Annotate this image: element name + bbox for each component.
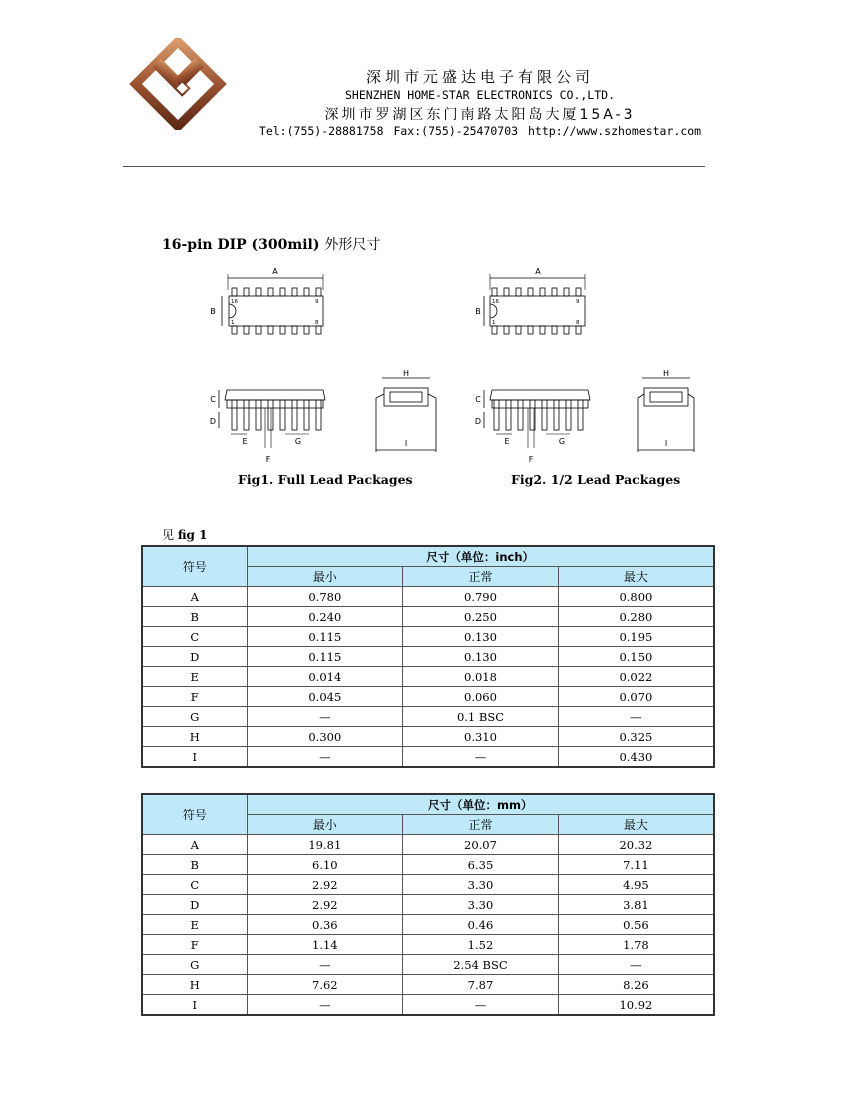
cell-symbol: D	[142, 895, 247, 915]
cell-symbol: D	[142, 647, 247, 667]
cell-max: —	[558, 955, 714, 975]
cell-symbol: C	[142, 627, 247, 647]
cell-nom: 0.46	[403, 915, 559, 935]
dim-label-d: D	[474, 417, 482, 426]
cell-symbol: G	[142, 707, 247, 727]
cell-max: 7.11	[558, 855, 714, 875]
table-row	[142, 835, 714, 855]
column-header-min: 最小	[247, 815, 403, 835]
dim-label-c: C	[475, 395, 481, 404]
company-address: 深圳市罗湖区东门南路太阳岛大厦15A-3	[324, 107, 636, 123]
cell-max: 0.195	[558, 627, 714, 647]
cell-symbol: I	[142, 995, 247, 1016]
dim-label-f: F	[265, 455, 271, 464]
dim-label-d: D	[209, 417, 217, 426]
dim-label-g: G	[558, 437, 566, 446]
cell-max: 8.26	[558, 975, 714, 995]
fig1-end-view-drawing	[370, 366, 445, 458]
fig1-top-view-drawing	[205, 262, 335, 342]
pin-label-9: 9	[315, 299, 319, 305]
cell-max: 0.430	[558, 747, 714, 768]
table-row	[142, 935, 714, 955]
column-header-nom: 正常	[403, 815, 559, 835]
cell-min: 19.81	[247, 835, 403, 855]
cell-nom: 0.130	[403, 647, 559, 667]
symbol-header: 符号	[142, 546, 247, 587]
pin-label-9: 9	[576, 299, 580, 305]
cell-nom: 0.1 BSC	[403, 707, 559, 727]
cell-nom: 2.54 BSC	[403, 955, 559, 975]
cell-max: 0.022	[558, 667, 714, 687]
cell-nom: 7.87	[403, 975, 559, 995]
table-row	[142, 895, 714, 915]
table-row	[142, 707, 714, 727]
table-row	[142, 975, 714, 995]
cell-symbol: I	[142, 747, 247, 768]
table-row	[142, 667, 714, 687]
cell-max: 0.800	[558, 587, 714, 607]
cell-max: 1.78	[558, 935, 714, 955]
table-row	[142, 687, 714, 707]
dim-label-a: A	[535, 267, 541, 276]
dim-label-b: B	[210, 307, 216, 316]
table-row	[142, 995, 714, 1016]
cell-nom: 1.52	[403, 935, 559, 955]
cell-min: 6.10	[247, 855, 403, 875]
company-logo-icon	[128, 38, 228, 130]
cell-max: 0.150	[558, 647, 714, 667]
cell-symbol: F	[142, 687, 247, 707]
pin-label-8: 8	[576, 320, 580, 326]
cell-max: 4.95	[558, 875, 714, 895]
cell-min: —	[247, 707, 403, 727]
table-row	[142, 747, 714, 768]
table-row	[142, 875, 714, 895]
column-header-max: 最大	[558, 567, 714, 587]
fig1-caption: Fig1. Full Lead Packages	[238, 472, 413, 487]
fig1-side-view-drawing	[205, 382, 335, 468]
cell-min: 0.115	[247, 647, 403, 667]
figure-reference-prefix: 见	[162, 528, 178, 542]
cell-symbol: F	[142, 935, 247, 955]
company-contact: Tel:(755)-28881758 Fax:(755)-25470703 http://www.szhomestar.com	[258, 124, 702, 138]
cell-min: 1.14	[247, 935, 403, 955]
cell-symbol: H	[142, 727, 247, 747]
cell-min: 0.014	[247, 667, 403, 687]
cell-nom: —	[403, 995, 559, 1016]
cell-symbol: G	[142, 955, 247, 975]
cell-max: 20.32	[558, 835, 714, 855]
dimension-table-inch	[141, 545, 715, 768]
dim-label-i: I	[664, 439, 668, 448]
dim-label-e: E	[504, 437, 510, 446]
cell-symbol: E	[142, 667, 247, 687]
pin-label-8: 8	[315, 320, 319, 326]
cell-max: 0.070	[558, 687, 714, 707]
dim-label-b: B	[475, 307, 481, 316]
pin-label-1: 1	[492, 320, 496, 326]
cell-nom: 0.790	[403, 587, 559, 607]
column-header-max: 最大	[558, 815, 714, 835]
table-row	[142, 727, 714, 747]
fig2-caption: Fig2. 1/2 Lead Packages	[511, 472, 681, 487]
dimension-table-mm	[141, 793, 715, 1016]
unit-group-header: 尺寸（单位：inch）	[247, 546, 714, 567]
cell-min: 2.92	[247, 875, 403, 895]
pin-label-16: 16	[492, 299, 499, 305]
table-row	[142, 587, 714, 607]
cell-nom: 0.130	[403, 627, 559, 647]
cell-min: 0.300	[247, 727, 403, 747]
cell-symbol: E	[142, 915, 247, 935]
table-row	[142, 647, 714, 667]
cell-max: 10.92	[558, 995, 714, 1016]
cell-symbol: H	[142, 975, 247, 995]
table-row	[142, 955, 714, 975]
cell-nom: 20.07	[403, 835, 559, 855]
cell-nom: 0.310	[403, 727, 559, 747]
cell-max: 0.56	[558, 915, 714, 935]
dim-label-i: I	[404, 439, 408, 448]
cell-max: 0.280	[558, 607, 714, 627]
table-row	[142, 855, 714, 875]
cell-min: —	[247, 747, 403, 768]
cell-nom: 3.30	[403, 895, 559, 915]
figure-reference-link: fig 1	[177, 528, 208, 542]
symbol-header: 符号	[142, 794, 247, 835]
dim-label-f: F	[528, 455, 534, 464]
cell-min: 7.62	[247, 975, 403, 995]
cell-min: 0.780	[247, 587, 403, 607]
column-header-nom: 正常	[403, 567, 559, 587]
fig2-side-view-drawing	[470, 382, 600, 468]
cell-min: 0.36	[247, 915, 403, 935]
unit-group-header: 尺寸（单位：mm）	[247, 794, 714, 815]
table-row	[142, 627, 714, 647]
dim-label-c: C	[210, 395, 216, 404]
section-title-cn: 外形尺寸	[324, 237, 381, 253]
company-name-cn: 深圳市元盛达电子有限公司	[365, 68, 594, 86]
figure-reference-note	[162, 526, 207, 543]
cell-symbol: C	[142, 875, 247, 895]
cell-min: 2.92	[247, 895, 403, 915]
fig2-end-view-drawing	[630, 366, 705, 458]
section-title	[162, 234, 380, 254]
dim-label-a: A	[272, 267, 278, 276]
dim-label-h: H	[662, 369, 670, 378]
cell-symbol: B	[142, 607, 247, 627]
pin-label-1: 1	[231, 320, 235, 326]
section-title-en: 16-pin DIP (300mil)	[162, 237, 325, 253]
cell-symbol: A	[142, 835, 247, 855]
table-row	[142, 607, 714, 627]
dim-label-e: E	[242, 437, 248, 446]
company-name-en: SHENZHEN HOME-STAR ELECTRONICS CO.,LTD.	[344, 88, 616, 102]
cell-symbol: B	[142, 855, 247, 875]
header-divider	[123, 166, 705, 167]
cell-max: 3.81	[558, 895, 714, 915]
cell-max: —	[558, 707, 714, 727]
cell-nom: —	[403, 747, 559, 768]
dim-label-h: H	[402, 369, 410, 378]
cell-nom: 6.35	[403, 855, 559, 875]
cell-min: —	[247, 995, 403, 1016]
cell-min: 0.045	[247, 687, 403, 707]
cell-min: 0.240	[247, 607, 403, 627]
cell-symbol: A	[142, 587, 247, 607]
cell-min: 0.115	[247, 627, 403, 647]
cell-min: —	[247, 955, 403, 975]
fig2-top-view-drawing	[470, 262, 600, 342]
cell-nom: 0.060	[403, 687, 559, 707]
cell-nom: 0.018	[403, 667, 559, 687]
table-row	[142, 915, 714, 935]
pin-label-16: 16	[231, 299, 238, 305]
dim-label-g: G	[294, 437, 302, 446]
cell-nom: 3.30	[403, 875, 559, 895]
cell-max: 0.325	[558, 727, 714, 747]
column-header-min: 最小	[247, 567, 403, 587]
cell-nom: 0.250	[403, 607, 559, 627]
